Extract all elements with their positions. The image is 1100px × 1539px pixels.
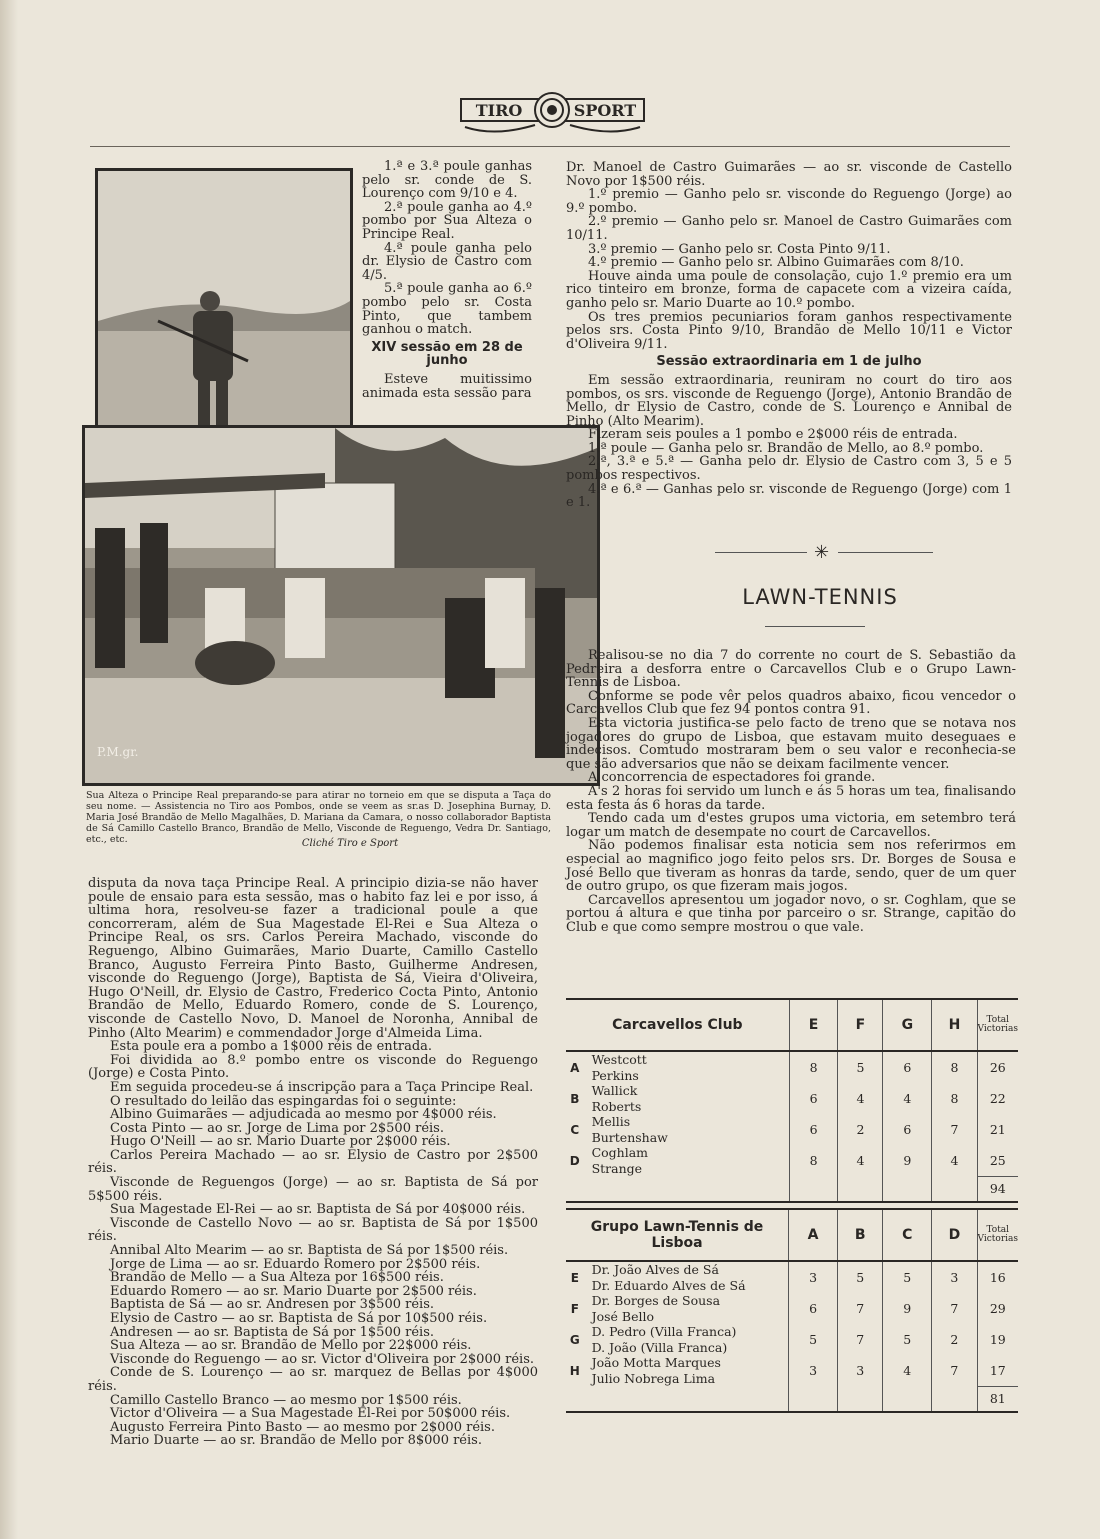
pair-players <box>584 1145 790 1176</box>
pair-players <box>584 1083 790 1114</box>
player-name: Coghlam <box>591 1145 649 1160</box>
total-header: Total Victorias <box>977 1209 1018 1261</box>
score-cell: 4 <box>883 1083 932 1114</box>
pair-letter: G <box>569 1332 580 1347</box>
score-cell: 6 <box>789 1293 838 1324</box>
score-cell: 4 <box>838 1145 883 1176</box>
column-header: D <box>932 1209 977 1261</box>
score-cell: 8 <box>932 1083 977 1114</box>
paragraph: Jorge de Lima — ao sr. Eduardo Romero por 2$500 réis. <box>110 1256 481 1272</box>
score-cell: 6 <box>883 1114 932 1145</box>
total-cell: 25 <box>989 1152 1006 1168</box>
grand-total: 94 <box>977 1176 1018 1202</box>
pair-players <box>584 1293 789 1324</box>
photo-credit: Cliché Tiro e Sport <box>301 838 399 849</box>
page-edge <box>0 0 18 1539</box>
paragraph: Fizeram seis poules a 1 pombo e 2$000 réis de entrada. <box>588 427 958 443</box>
paragraph: Foi dividida ao 8.º pombo entre os visconde do Reguengo (Jorge) e Costa Pinto. <box>88 1052 538 1082</box>
photo-spectators <box>82 425 600 786</box>
pair-players <box>584 1355 789 1386</box>
score-cell: 2 <box>838 1114 883 1145</box>
table-header <box>566 1209 1018 1261</box>
paragraph: Andresen — ao sr. Baptista de Sá por 1$500 réis. <box>110 1324 434 1340</box>
score-table-carcavellos <box>566 998 1018 1203</box>
score-cell: 8 <box>789 1145 838 1176</box>
column-header: B <box>838 1209 883 1261</box>
photo-caption: Sua Alteza o Principe Real preparando-se para atirar no torneio em que se disputa a Taça do seu nome. — Assistencia no Tiro aos Pombos, onde se veem as sr.as D. Josephina Burnay, D. Maria José Brandão de Mello Magalhães, D. Mariana da Camara, o nosso collaborador Baptista de Sá Camillo Castello Branco, Brandão de Mello, Visconde de Reguengo, Vedra Dr. Santiago, etc., etc. <box>86 790 551 845</box>
paragraph: Camillo Castello Branco — ao mesmo por 1$500 réis. <box>110 1392 462 1408</box>
masthead-rule <box>90 146 1010 147</box>
paragraph: 1.ª poule — Ganha pelo sr. Brandão de Mello, ao 8.º pombo. <box>588 440 984 456</box>
pair-letter: D <box>569 1153 580 1168</box>
column-header: G <box>883 999 932 1051</box>
table-header <box>566 999 1018 1051</box>
paragraph: Não podemos finalisar esta noticia sem nos referirmos em especial ao magnifico jogo feito pelos srs. Dr. Borges de Sousa e José Bello que tiveram as honras da tarde, sendo, quer de um quer de outro grupo, os que fizeram mais jogos. <box>566 838 1016 895</box>
score-cell: 5 <box>883 1261 932 1293</box>
pair-players <box>584 1324 789 1355</box>
pair-letter: F <box>570 1301 579 1316</box>
player-name: Dr. João Alves de Sá <box>591 1262 719 1277</box>
table-row <box>566 1355 1018 1386</box>
club-name: Carcavellos Club <box>566 999 789 1051</box>
paragraph: A concorrencia de espectadores foi grande. <box>588 770 876 786</box>
column-header: E <box>789 999 838 1051</box>
score-cell: 8 <box>789 1051 838 1083</box>
paragraph: Tendo cada um d'estes grupos uma victoria, em setembro terá logar um match de desempate no court de Carcavellos. <box>566 811 1016 840</box>
score-cell: 9 <box>883 1293 932 1324</box>
paragraph: 3.º premio — Ganho pelo sr. Costa Pinto 9/11. <box>588 241 891 257</box>
column-beside-photo <box>362 160 532 400</box>
paragraph: 4.º premio — Ganho pelo sr. Albino Guimarães com 8/10. <box>588 255 964 271</box>
paragraph: Visconde de Reguengos (Jorge) — ao sr. Baptista de Sá por 5$500 réis. <box>88 1175 538 1204</box>
table-row <box>566 1114 1018 1145</box>
score-cell: 6 <box>883 1051 932 1083</box>
score-cell: 4 <box>883 1355 932 1386</box>
paragraph: 2.º premio — Ganho pelo sr. Manoel de Castro Guimarães com 10/11. <box>566 214 1012 243</box>
paragraph: Conde de S. Lourenço — ao sr. marquez de Bellas por 4$000 réis. <box>88 1365 538 1394</box>
total-cell: 16 <box>989 1270 1006 1285</box>
score-cell: 6 <box>789 1083 838 1114</box>
score-cell: 5 <box>838 1051 883 1083</box>
paragraph: Em sessão extraordinaria, reuniram no court do tiro aos pombos, os srs. visconde de Reguengo (Jorge), Antonio Brandão de Mello, dr Elysio de Castro, conde de S. Lourenço e Annibal de Pinho (Alto Mearim). <box>566 372 1012 429</box>
pair-letter: B <box>570 1091 580 1106</box>
player-name: Perkins <box>591 1067 639 1083</box>
ornament-line-left <box>715 552 807 553</box>
table-row <box>566 1083 1018 1114</box>
paragraph: Esteve muitissimo animada esta sessão para <box>362 371 532 401</box>
table-sum-row <box>566 1386 1018 1412</box>
score-cell: 2 <box>932 1324 977 1355</box>
masthead-logo <box>455 85 650 137</box>
score-cell: 3 <box>789 1355 838 1386</box>
paragraph: A's 2 horas foi servido um lunch e ás 5 horas um tea, finalisando esta festa ás 6 horas da tarde. <box>566 783 1016 813</box>
column-left-bottom <box>88 877 538 1448</box>
paragraph: Visconde de Castello Novo — ao sr. Baptista de Sá por 1$500 réis. <box>88 1215 538 1245</box>
paragraph: Costa Pinto — ao sr. Jorge de Lima por 2$500 réis. <box>110 1120 444 1136</box>
paragraph: Sua Magestade El-Rei — ao sr. Baptista de Sá por 40$000 réis. <box>110 1202 526 1218</box>
paragraph: Eduardo Romero — ao sr. Mario Duarte por 2$500 réis. <box>110 1283 477 1299</box>
score-cell: 8 <box>932 1051 977 1083</box>
paragraph: Visconde do Reguengo — ao sr. Victor d'Oliveira por 2$000 réis. <box>110 1351 534 1367</box>
score-cell: 4 <box>838 1083 883 1114</box>
column-header: F <box>838 999 883 1051</box>
score-cell: 4 <box>932 1145 977 1176</box>
total-cell: 22 <box>989 1091 1006 1106</box>
paragraph: Conforme se pode vêr pelos quadros abaixo, ficou vencedor o Carcavellos Club que fez 94 pontos contra 91. <box>566 688 1016 718</box>
paragraph: 4.ª poule ganha pelo dr. Elysio de Castro com 4/5. <box>362 240 532 283</box>
paragraph: Albino Guimarães — adjudicada ao mesmo por 4$000 réis. <box>110 1107 497 1123</box>
club-name: Grupo Lawn-Tennis de Lisboa <box>566 1209 789 1261</box>
player-name: Burtenshaw <box>591 1129 668 1145</box>
pair-letter: C <box>570 1122 580 1137</box>
paragraph: O resultado do leilão das espingardas foi o seguinte: <box>110 1093 457 1109</box>
section-heading-extraordinaria: Sessão extraordinaria em 1 de julho <box>656 354 922 370</box>
paragraph: Baptista de Sá — ao sr. Andresen por 3$500 réis. <box>110 1297 434 1313</box>
score-cell: 3 <box>932 1261 977 1293</box>
paragraph: Hugo O'Neill — ao sr. Mario Duarte por 2$000 réis. <box>110 1134 451 1150</box>
column-header: A <box>789 1209 838 1261</box>
player-name: João Motta Marques <box>591 1355 721 1370</box>
pair-letter: E <box>570 1270 579 1285</box>
svg-text:SPORT: SPORT <box>573 101 637 120</box>
paragraph: Mario Duarte — ao sr. Brandão de Mello por 8$000 réis. <box>110 1433 482 1449</box>
table-row <box>566 1324 1018 1355</box>
paragraph: Carlos Pereira Machado — ao sr. Elysio de Castro por 2$500 réis. <box>88 1147 538 1177</box>
total-cell: 29 <box>989 1301 1006 1316</box>
paragraph: Realisou-se no dia 7 do corrente no court de S. Sebastião da Pedreira a desforra entre o Carcavellos Club e o Grupo Lawn-Tennis de Lisboa. <box>566 648 1016 691</box>
paragraph: Annibal Alto Mearim — ao sr. Baptista de Sá por 1$500 réis. <box>110 1243 509 1259</box>
table-sum-row <box>566 1176 1018 1202</box>
paragraph: disputa da nova taça Principe Real. A principio dizia-se não haver poule de ensaio para esta sessão, mas o habito faz lei e por isso, á ultima hora, resolveu-se fazer a tradicional poule a que concorreram, além de Sua Magestade El-Rei e Sua Alteza o Principe Real, os srs. Carlos Pereira Machado, visconde do Reguengo, Albino Guimarães, Mario Duarte, Camillo Castello Branco, Augusto Ferreira Pinto Basto, Guilherme Andresen, visconde do Reguengo (Jorge), Baptista de Sá, Vieira d'Oliveira, Hugo O'Neill, dr. Elysio de Castro, Frederico Cocta Pinto, Antonio Brandão de Mello, Eduardo Romero, conde de S. Lourenço, visconde de Castello Novo, D. Manoel de Noronha, Annibal de Pinho (Alto Mearim) e commendador Jorge d'Almeida Lima. <box>88 876 538 1041</box>
grand-total: 81 <box>977 1386 1018 1412</box>
table-row <box>566 1051 1018 1083</box>
score-cell: 7 <box>932 1355 977 1386</box>
total-cell: 21 <box>989 1122 1006 1137</box>
paragraph: Em seguida procedeu-se á inscripção para a Taça Principe Real. <box>110 1079 534 1095</box>
photo-signature: P.M.gr. <box>97 745 139 759</box>
player-name: D. João (Villa Franca) <box>591 1339 728 1355</box>
pair-players <box>584 1114 790 1145</box>
pair-players <box>584 1261 789 1293</box>
score-cell: 5 <box>789 1324 838 1355</box>
player-name: Wallick <box>591 1083 638 1098</box>
column-right-top <box>566 161 1012 510</box>
total-header: Total Victorias <box>977 999 1018 1051</box>
score-cell: 7 <box>932 1114 977 1145</box>
score-cell: 7 <box>838 1293 883 1324</box>
paragraph: Carcavellos apresentou um jogador novo, o sr. Coghlam, que se portou á altura e que tinha por parceiro o sr. Strange, capitão do Club e que como sempre mostrou o que vale. <box>566 892 1016 935</box>
section-heading-xiv: XIV sessão em 28 de junho <box>371 339 523 369</box>
player-name: Dr. Borges de Sousa <box>591 1293 721 1308</box>
paragraph: Augusto Ferreira Pinto Basto — ao mesmo por 2$000 réis. <box>110 1419 495 1435</box>
paragraph: Sua Alteza — ao sr. Brandão de Mello por 22$000 réis. <box>110 1338 472 1354</box>
score-table-lisboa <box>566 1208 1018 1413</box>
paragraph: Dr. Manoel de Castro Guimarães — ao sr. visconde de Castello Novo por 1$500 réis. <box>566 160 1012 189</box>
svg-text:TIRO: TIRO <box>475 101 523 120</box>
paragraph: Houve ainda uma poule de consolação, cujo 1.º premio era um rico tinteiro em bronze, forma de capacete com a vizeira caída, ganho pelo sr. Mario Duarte ao 10.º pombo. <box>566 268 1012 311</box>
paragraph: 1.º premio — Ganho pelo sr. visconde do Reguengo (Jorge) ao 9.º pombo. <box>566 187 1012 216</box>
score-cell: 3 <box>838 1355 883 1386</box>
ornament-line-right <box>838 552 933 553</box>
column-lawn-tennis <box>566 649 1016 934</box>
paragraph: Esta victoria justifica-se pelo facto de treno que se notava nos jogadores do grupo de Lisboa, que estavam muito deseguaes e indecisos. Comtudo mostraram bem o seu valor e reconhecia-se que são adversarios que não se deixam facilmente vencer. <box>566 715 1016 772</box>
player-name: Mellis <box>591 1114 631 1129</box>
player-name: Julio Nobrega Lima <box>591 1370 716 1386</box>
player-name: Dr. Eduardo Alves de Sá <box>591 1277 746 1293</box>
score-cell: 7 <box>838 1324 883 1355</box>
score-cell: 5 <box>883 1324 932 1355</box>
paragraph: 4.ª e 6.ª — Ganhas pelo sr. visconde de Reguengo (Jorge) com 1 e 1. <box>566 481 1012 511</box>
score-cell: 9 <box>883 1145 932 1176</box>
total-cell: 26 <box>989 1060 1006 1075</box>
player-name: José Bello <box>591 1308 655 1324</box>
pair-letter: A <box>570 1060 580 1075</box>
paragraph: 1.ª e 3.ª poule ganhas pelo sr. conde de S. Lourenço com 9/10 e 4. <box>362 159 532 202</box>
paragraph: 5.ª poule ganha ao 6.º pombo pelo sr. Costa Pinto, que tambem ganhou o match. <box>362 281 532 338</box>
total-cell: 17 <box>989 1362 1006 1378</box>
paragraph: 2.ª, 3.ª e 5.ª — Ganha pelo dr. Elysio de Castro com 3, 5 e 5 pombos respectivos. <box>566 454 1012 484</box>
player-name: D. Pedro (Villa Franca) <box>591 1324 737 1339</box>
pair-players <box>584 1051 790 1083</box>
paragraph: Os tres premios pecuniarios foram ganhos respectivamente pelos srs. Costa Pinto 9/10, Brandão de Mello 10/11 e Victor d'Oliveira 9/11. <box>566 309 1012 352</box>
pair-letter: H <box>569 1363 580 1378</box>
player-name: Roberts <box>591 1098 642 1114</box>
paragraph: 2.ª poule ganha ao 4.º pombo por Sua Alteza o Principe Real. <box>362 199 532 242</box>
title-underline <box>765 626 865 627</box>
paragraph: Esta poule era a pombo a 1$000 réis de entrada. <box>110 1039 433 1055</box>
score-cell: 7 <box>932 1293 977 1324</box>
table-row <box>566 1261 1018 1293</box>
table-row <box>566 1145 1018 1176</box>
player-name: Strange <box>591 1160 643 1176</box>
table-row <box>566 1293 1018 1324</box>
score-cell: 5 <box>838 1261 883 1293</box>
section-title-lawn-tennis: LAWN-TENNIS <box>742 585 898 609</box>
total-cell: 19 <box>989 1332 1006 1347</box>
paragraph: Elysio de Castro — ao sr. Baptista de Sá por 10$500 réis. <box>110 1311 488 1326</box>
ornament-star-icon: ✳ <box>814 542 830 563</box>
paragraph: Brandão de Mello — a Sua Alteza por 16$500 réis. <box>110 1270 444 1286</box>
score-cell: 6 <box>789 1114 838 1145</box>
column-header: H <box>932 999 977 1051</box>
paragraph: Victor d'Oliveira — a Sua Magestade El-Rei por 50$000 réis. <box>110 1406 511 1422</box>
player-name: Westcott <box>591 1052 647 1067</box>
column-header: C <box>883 1209 932 1261</box>
score-cell: 3 <box>789 1261 838 1293</box>
